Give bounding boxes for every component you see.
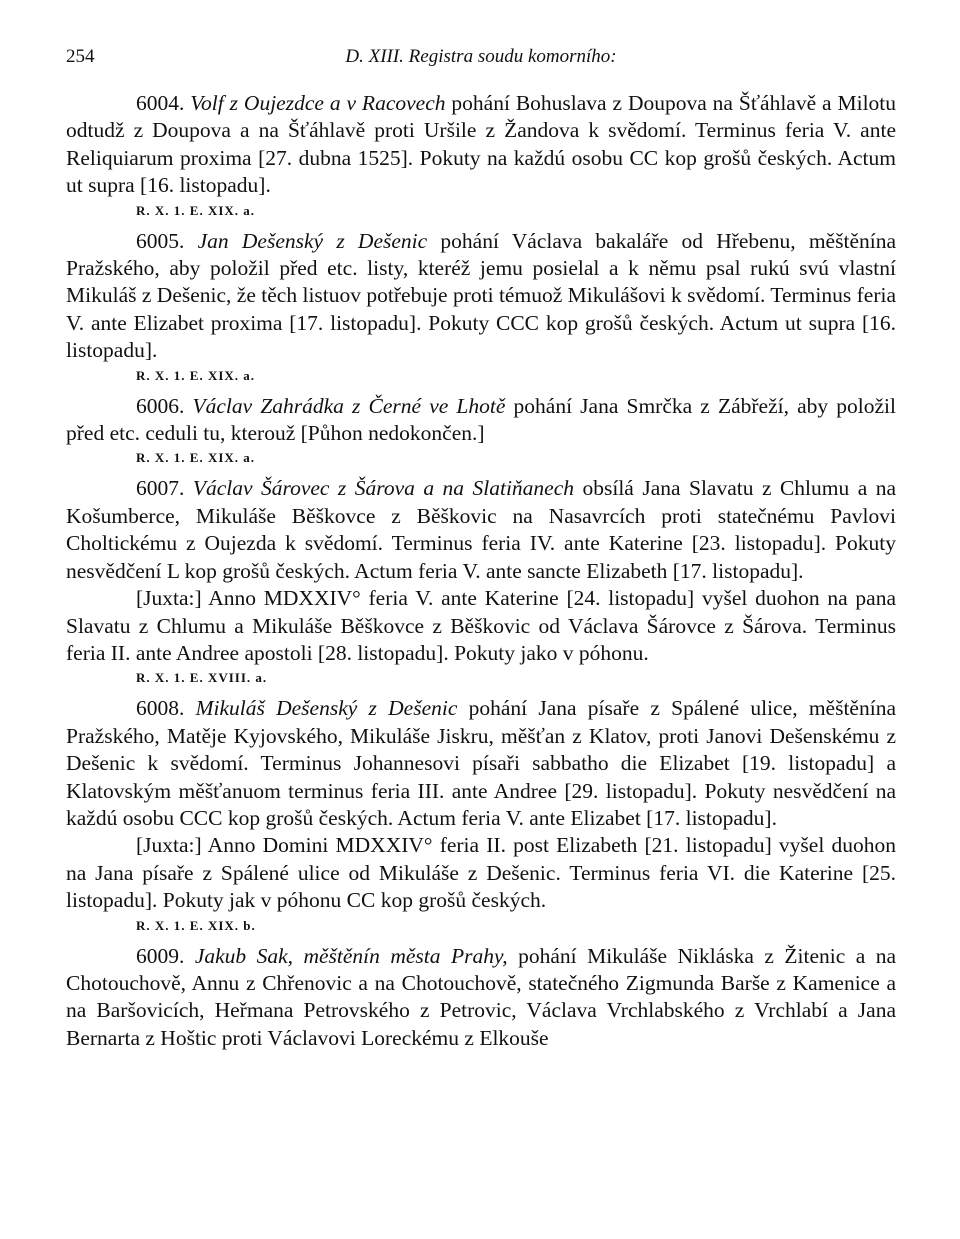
entry-party: Václav Zahrádka z Černé ve Lhotě xyxy=(192,393,506,418)
entry-number: 6004. xyxy=(136,91,185,115)
entry-6004 xyxy=(66,90,896,200)
entry-text: pohání Jana písaře z Spálené ulice, měštěnína Pražského, Matěje Kyjovského, Mikuláše Jiskru, měšťan z Klatov, proti Janovi Dešenskému z Dešenic k svědomí. Terminus Johannesovi písaři sabbatho die Elizabet [19. listopadu] a Klatovským měšťanuom terminus feria III. ante Andree [29. listopadu]. Pokuty nesvědčení na každú osobu CCC kop grošů českých. Actum feria V. ante Elizabet [17. listopadu]. xyxy=(66,696,896,830)
entry-party: Jakub Sak, měštěnín města Prahy, xyxy=(194,943,508,968)
entry-text: pohání Václava bakaláře od Hřebenu, měštěnína Pražského, aby položil před etc. listy, kteréž jemu posielal a k němu psal rukú svú vlastní Mikuláš z Dešenic, že těch listuov potřebuje proti témuož Mikulášovi k svědomí. Terminus feria V. ante Elizabet proxima [17. listopadu]. Pokuty CCC kop grošů českých. Actum ut supra [16. listopadu]. xyxy=(66,228,897,363)
page-content xyxy=(66,90,896,1052)
page-header xyxy=(66,40,896,74)
entry-text: pohání Mikuláše Nikláska z Žitenic a na Chotouchově, Annu z Chřenovic a na Chotouchově, statečného Zigmunda Barše z Kamenice a na Baršovicích, Heřmana Petrovského z Petrovic, Václava Vrchlabského z Vrchlabí a Jana Bernarta z Hoštic proti Václavovi Loreckému z Elkouše xyxy=(66,943,896,1050)
entry-number: 6008. xyxy=(136,696,185,721)
entry-continuation: [Juxta:] Anno Domini MDXXIV° feria II. post Elizabeth [21. listopadu] vyšel duohon na Jana písaře z Spálené ulice od Mikuláše z Dešenic. Terminus feria VI. die Katerine [25. listopadu]. Pokuty jak v póhonu CC kop grošů českých. xyxy=(66,833,896,913)
archive-reference: R. X. 1. E. XIX. a. xyxy=(136,367,256,383)
entry-continuation: [Juxta:] Anno MDXXIV° feria V. ante Katerine [24. listopadu] vyšel duohon na pana Slavatu z Chlumu a Mikuláše Běškovce z Běškovic od Václava Šárovce z Šárova. Terminus feria II. ante Andree apostoli [28. listopadu]. Pokuty jako v póhonu. xyxy=(66,586,896,665)
entry-6009 xyxy=(66,943,896,1053)
entry-party: Mikuláš Dešenský z Dešenic xyxy=(195,696,458,721)
entry-text: obsílá Jana Slavatu z Chlumu a na Košumberce, Mikuláše Běškovce z Běškovic na Nasavrcích proti statečnému Pavlovi Choltickému z Oujezda k svědomí. Terminus feria IV. ante Katerine [23. listopadu]. Pokuty nesvědčení L kop grošů českých. Actum feria V. ante sancte Elizabeth [17. listopadu]. xyxy=(66,476,897,583)
entry-6006 xyxy=(66,393,896,448)
archive-reference: R. X. 1. E. XIX. a. xyxy=(136,450,256,466)
entry-party: Jan Dešenský z Dešenic xyxy=(197,228,428,253)
entry-6007 xyxy=(66,475,896,585)
entry-number: 6009. xyxy=(136,943,185,968)
running-title: D. XIII. Registra soudu komorního: xyxy=(345,46,617,67)
entry-text: pohání Jana Smrčka z Zábřeží, aby položil před etc. ceduli tu, kterouž [Půhon nedokončen.] xyxy=(66,393,896,446)
entry-number: 6005. xyxy=(136,228,185,253)
archive-reference: R. X. 1. E. XIX. a. xyxy=(136,202,256,218)
document-page xyxy=(66,40,896,1052)
archive-reference: R. X. 1. E. XIX. b. xyxy=(136,917,256,933)
entry-6008 xyxy=(66,695,896,832)
entry-number: 6007. xyxy=(136,476,185,501)
archive-reference: R. X. 1. E. XVIII. a. xyxy=(136,670,268,686)
entry-text: pohání Bohuslava z Doupova na Šťáhlavě a Milotu odtudž z Doupova a na Šťáhlavě proti Uršile z Žandova k svědomí. Terminus feria V. ante Reliquiarum proxima [27. dubna 1525]. Pokuty na každú osobu CC kop grošů českých. Actum ut supra [16. listopadu]. xyxy=(66,91,897,198)
page-number: 254 xyxy=(66,46,95,67)
entry-6005 xyxy=(66,228,896,365)
entry-party: Václav Šárovec z Šárova a na Slatiňanech xyxy=(192,476,575,501)
entry-party: Volf z Oujezdce a v Racovech xyxy=(190,91,446,115)
entry-number: 6006. xyxy=(136,393,185,418)
